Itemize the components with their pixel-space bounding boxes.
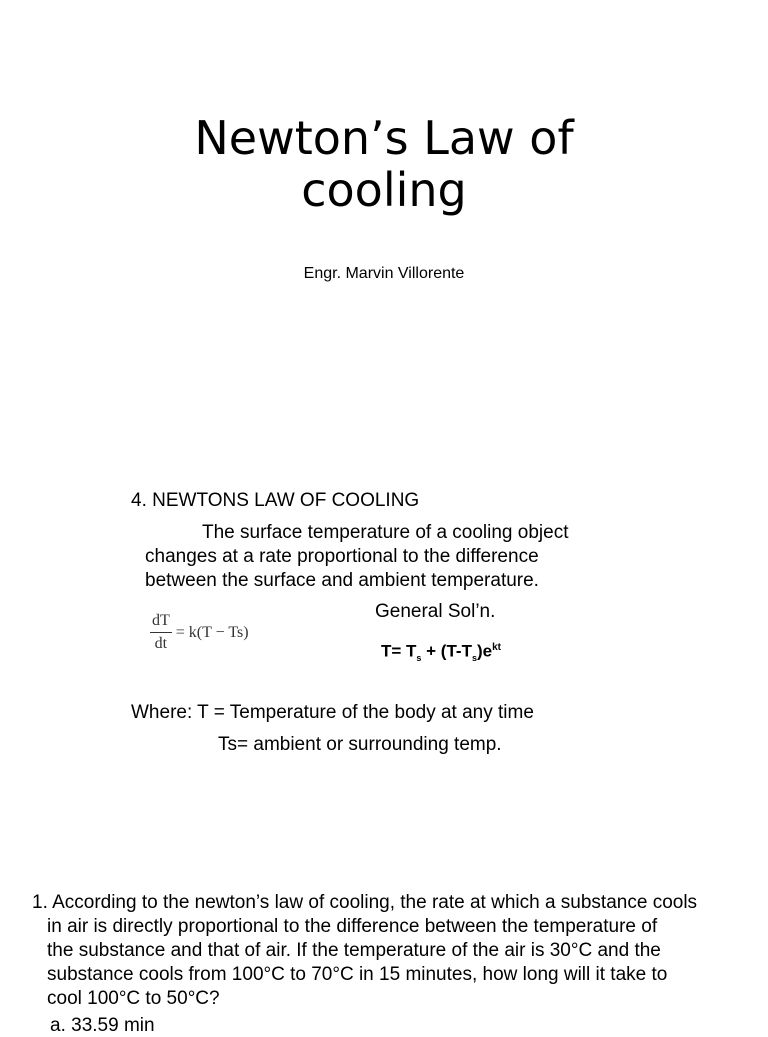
problem-line: the substance and that of air. If the temperature of the air is 30°C and the <box>47 940 661 961</box>
where-definition-1: Where: T = Temperature of the body at any time <box>131 702 534 723</box>
problem-line: cool 100°C to 50°C? <box>47 988 220 1009</box>
formula-subscript: s <box>416 653 422 664</box>
derivative-fraction <box>150 612 172 653</box>
where-definition-2: Ts= ambient or surrounding temp. <box>218 734 502 755</box>
definition-text <box>145 521 625 593</box>
slide-title <box>0 112 768 216</box>
problem-line: in air is directly proportional to the difference between the temperature of <box>47 916 658 937</box>
fraction-denominator: dt <box>154 635 168 652</box>
title-line-2: cooling <box>301 163 467 217</box>
formula-middle: + (T-T <box>421 641 472 661</box>
formula-close: )e <box>476 641 493 661</box>
section-heading: 4. NEWTONS LAW OF COOLING <box>131 490 420 511</box>
definition-line: between the surface and ambient temperature. <box>145 570 539 591</box>
title-line-1: Newton’s Law of <box>194 111 574 165</box>
problem-statement <box>32 891 762 1011</box>
fraction-numerator: dT <box>150 612 172 633</box>
definition-line: The surface temperature of a cooling object <box>202 522 569 543</box>
general-solution-formula <box>381 637 501 669</box>
differential-equation <box>150 612 249 653</box>
problem-line: 1. According to the newton’s law of cooling, the rate at which a substance cools <box>32 892 698 913</box>
formula-subscript: s <box>471 653 477 664</box>
author-name: Engr. Marvin Villorente <box>303 265 465 282</box>
equation-rhs: = k(T − Ts) <box>175 623 249 641</box>
formula-exponent: kt <box>492 642 502 653</box>
answer-choice-partial: a. 33.59 min <box>50 1015 155 1036</box>
formula-lhs: T= T <box>381 641 417 661</box>
definition-line: changes at a rate proportional to the difference <box>145 546 539 567</box>
general-solution-label: General Sol’n. <box>375 601 496 622</box>
problem-line: substance cools from 100°C to 70°C in 15 minutes, how long will it take to <box>47 964 668 985</box>
